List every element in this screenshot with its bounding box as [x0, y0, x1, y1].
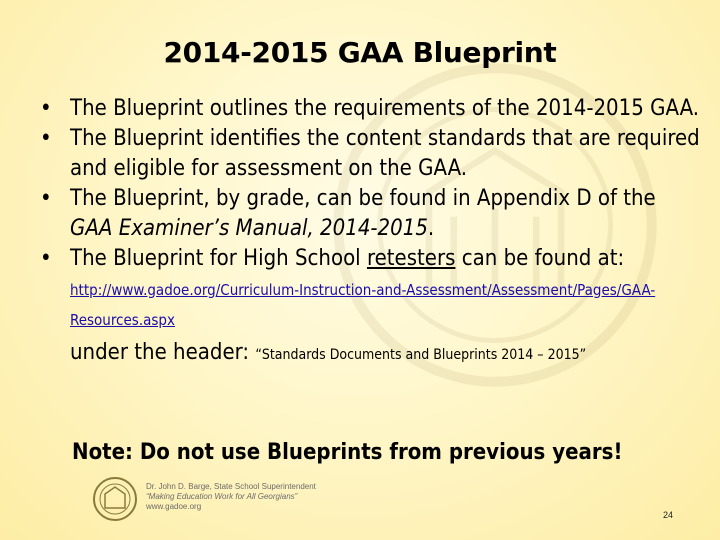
header-line — [70, 338, 700, 370]
manual-title: GAA Examiner’s Manual, 2014-2015 — [70, 216, 428, 241]
bullet-item — [40, 244, 700, 370]
bullet-text-mid: can be found at: — [455, 246, 625, 271]
bullet-icon: • — [40, 186, 52, 211]
bullet-text: The Blueprint identifies the content standards that are required and eligible for assessment on the GAA. — [70, 126, 700, 181]
bullet-item — [40, 94, 700, 124]
gadoe-logo-icon — [90, 476, 140, 522]
bullet-text: The Blueprint, by grade, can be found in Appendix D of the — [70, 186, 656, 211]
bullet-text-end: . — [427, 216, 435, 241]
bullet-item — [40, 184, 700, 244]
footer-slogan: “Making Education Work for All Georgians” — [146, 492, 298, 501]
bullet-item — [40, 124, 700, 184]
bullet-text: The Blueprint for High School — [70, 246, 367, 271]
page-number: 24 — [662, 510, 673, 520]
bullet-icon: • — [40, 96, 52, 121]
bullet-list — [40, 94, 700, 370]
bullet-icon: • — [40, 246, 52, 271]
bullet-icon: • — [40, 126, 52, 151]
slide-title: 2014-2015 GAA Blueprint — [163, 36, 557, 69]
note-text: Note: Do not use Blueprints from previous years! — [72, 440, 623, 465]
footer-text — [146, 482, 316, 512]
footer — [90, 476, 390, 524]
bullet-text: The Blueprint outlines the requirements of the 2014-2015 GAA. — [70, 96, 700, 121]
superintendent-name: Dr. John D. Barge, State School Superintendent — [146, 482, 316, 491]
footer-website: www.gadoe.org — [146, 502, 202, 511]
header-prefix: under the header: — [70, 340, 256, 365]
gadoe-resources-link[interactable]: http://www.gadoe.org/Curriculum-Instruction-and-Assessment/Assessment/Pages/GAA-Resources.aspx — [70, 281, 656, 329]
retesters-term: retesters — [366, 246, 456, 271]
header-quote: “Standards Documents and Blueprints 2014 – 2015” — [255, 347, 587, 363]
